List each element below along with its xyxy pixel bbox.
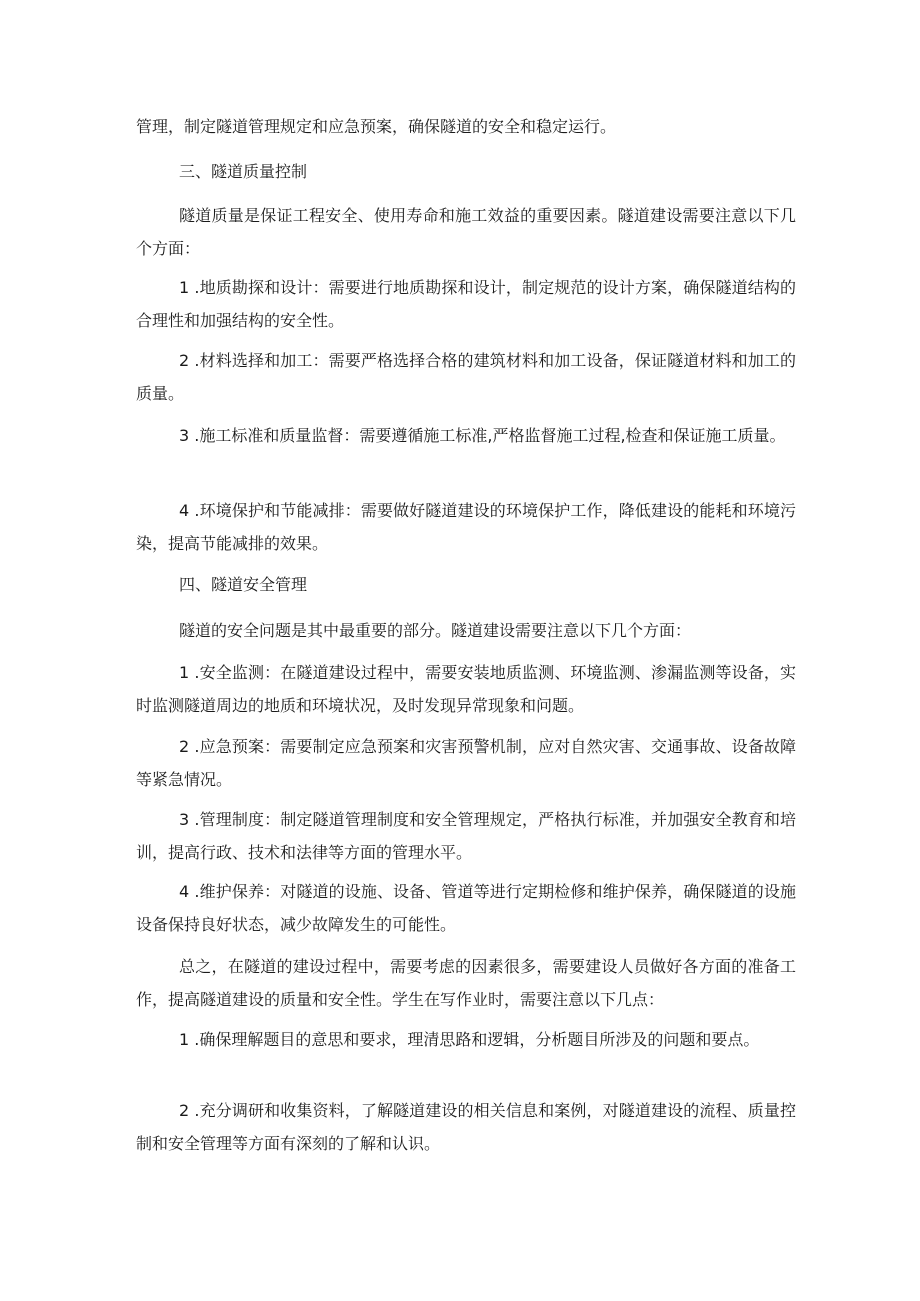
list-item-safety-monitoring: 1 .安全监测：在隧道建设过程中，需要安装地质监测、环境监测、渗漏监测等设备，实时监测隧道周边的地质和环境状况，及时发现异常现象和问题。 (136, 663, 796, 715)
list-item-environment: 4 .环境保护和节能减排：需要做好隧道建设的环境保护工作，降低建设的能耗和环境污染，提高节能减排的效果。 (136, 501, 796, 553)
paragraph-safety-intro: 隧道的安全问题是其中最重要的部分。隧道建设需要注意以下几个方面： (179, 621, 692, 640)
list-item-research: 2 .充分调研和收集资料，了解隧道建设的相关信息和案例，对隧道建设的流程、质量控制和安全管理等方面有深刻的了解和认识。 (136, 1101, 796, 1153)
paragraph-conclusion: 总之，在隧道的建设过程中，需要考虑的因素很多，需要建设人员做好各方面的准备工作，提高隧道建设的质量和安全性。学生在写作业时，需要注意以下几点： (136, 957, 796, 1009)
list-item-maintenance: 4 .维护保养：对隧道的设施、设备、管道等进行定期检修和维护保养，确保隧道的设施设备保持良好状态，减少故障发生的可能性。 (136, 882, 796, 934)
paragraph-continuation: 管理，制定隧道管理规定和应急预案，确保隧道的安全和稳定运行。 (136, 117, 617, 136)
list-item-materials: 2 .材料选择和加工：需要严格选择合格的建筑材料和加工设备，保证隧道材料和加工的质量。 (136, 351, 796, 403)
paragraph-quality-intro: 隧道质量是保证工程安全、使用寿命和施工效益的重要因素。隧道建设需要注意以下几个方面： (136, 206, 796, 258)
list-item-understand-topic: 1 .确保理解题目的意思和要求，理清思路和逻辑，分析题目所涉及的问题和要点。 (179, 1030, 760, 1049)
list-item-emergency-plan: 2 .应急预案：需要制定应急预案和灾害预警机制，应对自然灾害、交通事故、设备故障等紧急情况。 (136, 737, 796, 789)
list-item-construction-standards: 3 .施工标准和质量监督：需要遵循施工标准,严格监督施工过程,检查和保证施工质量。 (179, 426, 786, 445)
section-heading-safety-management: 四、隧道安全管理 (179, 575, 308, 594)
list-item-management-system: 3 .管理制度：制定隧道管理制度和安全管理规定，严格执行标准，并加强安全教育和培训，提高行政、技术和法律等方面的管理水平。 (136, 810, 796, 862)
list-item-geology-design: 1 .地质勘探和设计：需要进行地质勘探和设计，制定规范的设计方案，确保隧道结构的合理性和加强结构的安全性。 (136, 278, 796, 330)
section-heading-quality-control: 三、隧道质量控制 (179, 162, 308, 181)
